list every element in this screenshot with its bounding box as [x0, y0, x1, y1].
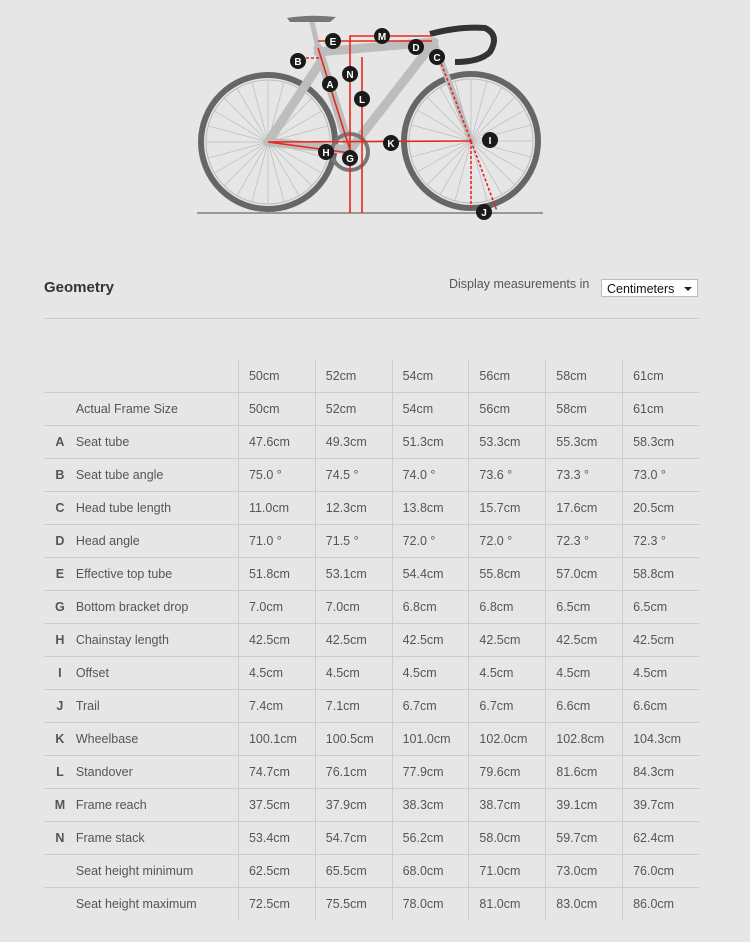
saddle [287, 16, 336, 22]
row-value: 49.3cm [315, 426, 392, 459]
table-row [44, 624, 699, 657]
badge-e [325, 33, 341, 49]
row-value: 72.0 ° [392, 525, 469, 558]
row-letter: J [44, 690, 76, 723]
row-label: Head angle [76, 525, 239, 558]
row-value: 79.6cm [469, 756, 546, 789]
row-value: 42.5cm [623, 624, 699, 657]
row-value: 6.5cm [546, 591, 623, 624]
row-value: 73.0 ° [623, 459, 699, 492]
row-value: 81.0cm [469, 888, 546, 921]
svg-text:M: M [377, 32, 387, 43]
row-letter: H [44, 624, 76, 657]
row-value: 38.3cm [392, 789, 469, 822]
row-value: 61cm [623, 393, 699, 426]
row-value: 72.3 ° [623, 525, 699, 558]
row-value: 54cm [392, 393, 469, 426]
table-header-row [44, 360, 699, 393]
row-value: 74.0 ° [392, 459, 469, 492]
geometry-table [44, 360, 699, 920]
row-value: 75.5cm [315, 888, 392, 921]
row-value: 4.5cm [623, 657, 699, 690]
row-value: 37.5cm [238, 789, 315, 822]
svg-text:J: J [481, 208, 487, 219]
row-value: 4.5cm [238, 657, 315, 690]
badge-c [429, 49, 445, 65]
row-value: 74.5 ° [315, 459, 392, 492]
svg-text:L: L [358, 95, 366, 106]
row-label: Trail [76, 690, 239, 723]
size-header: 58cm [546, 360, 623, 393]
row-value: 4.5cm [392, 657, 469, 690]
badge-k [383, 135, 399, 151]
row-value: 42.5cm [392, 624, 469, 657]
row-value: 6.8cm [469, 591, 546, 624]
badge-l [354, 91, 370, 107]
row-value: 104.3cm [623, 723, 699, 756]
row-value: 42.5cm [469, 624, 546, 657]
table-row [44, 525, 699, 558]
row-label: Standover [76, 756, 239, 789]
row-value: 76.1cm [315, 756, 392, 789]
badge-a [322, 76, 338, 92]
row-value: 51.3cm [392, 426, 469, 459]
row-value: 38.7cm [469, 789, 546, 822]
row-value: 62.4cm [623, 822, 699, 855]
row-value: 100.1cm [238, 723, 315, 756]
badge-j [476, 204, 492, 220]
row-letter: L [44, 756, 76, 789]
row-label: Wheelbase [76, 723, 239, 756]
row-label: Head tube length [76, 492, 239, 525]
row-value: 76.0cm [623, 855, 699, 888]
units-label: Display measurements in [449, 277, 590, 291]
row-value: 71.5 ° [315, 525, 392, 558]
row-value: 42.5cm [546, 624, 623, 657]
svg-text:I: I [488, 136, 492, 147]
row-value: 59.7cm [546, 822, 623, 855]
row-value: 58cm [546, 393, 623, 426]
row-letter [44, 393, 76, 426]
row-label: Seat tube angle [76, 459, 239, 492]
row-value: 4.5cm [315, 657, 392, 690]
row-letter: A [44, 426, 76, 459]
row-letter [44, 888, 76, 921]
row-value: 7.1cm [315, 690, 392, 723]
row-value: 6.6cm [546, 690, 623, 723]
svg-text:E: E [329, 37, 337, 48]
row-value: 20.5cm [623, 492, 699, 525]
table-row [44, 657, 699, 690]
row-letter: B [44, 459, 76, 492]
row-value: 6.5cm [623, 591, 699, 624]
row-value: 7.4cm [238, 690, 315, 723]
svg-text:H: H [322, 148, 330, 159]
dropdown-arrow-icon [684, 287, 692, 291]
badge-i [482, 132, 498, 148]
row-value: 102.0cm [469, 723, 546, 756]
row-value: 54.4cm [392, 558, 469, 591]
row-value: 6.7cm [469, 690, 546, 723]
row-label: Seat height minimum [76, 855, 239, 888]
table-row [44, 459, 699, 492]
badge-d [408, 39, 424, 55]
table-row [44, 393, 699, 426]
table-row [44, 822, 699, 855]
badge-m [374, 28, 390, 44]
row-label: Actual Frame Size [76, 393, 239, 426]
units-select[interactable] [601, 279, 698, 297]
row-value: 39.7cm [623, 789, 699, 822]
row-value: 68.0cm [392, 855, 469, 888]
row-label: Offset [76, 657, 239, 690]
bike-geometry-diagram [0, 0, 750, 240]
row-label: Bottom bracket drop [76, 591, 239, 624]
row-value: 72.3 ° [546, 525, 623, 558]
row-value: 39.1cm [546, 789, 623, 822]
row-value: 47.6cm [238, 426, 315, 459]
row-value: 4.5cm [469, 657, 546, 690]
row-value: 78.0cm [392, 888, 469, 921]
row-value: 81.6cm [546, 756, 623, 789]
row-value: 17.6cm [546, 492, 623, 525]
row-value: 71.0cm [469, 855, 546, 888]
row-value: 37.9cm [315, 789, 392, 822]
svg-text:C: C [433, 53, 441, 64]
row-letter: N [44, 822, 76, 855]
row-letter: K [44, 723, 76, 756]
row-label: Frame stack [76, 822, 239, 855]
badge-h [318, 144, 334, 160]
row-letter: G [44, 591, 76, 624]
row-letter: I [44, 657, 76, 690]
row-value: 52cm [315, 393, 392, 426]
row-value: 58.8cm [623, 558, 699, 591]
row-letter [44, 855, 76, 888]
size-header: 61cm [623, 360, 699, 393]
row-value: 42.5cm [315, 624, 392, 657]
row-value: 54.7cm [315, 822, 392, 855]
badge-n [342, 66, 358, 82]
row-letter: D [44, 525, 76, 558]
section-title: Geometry [44, 279, 115, 296]
row-value: 56.2cm [392, 822, 469, 855]
row-value: 65.5cm [315, 855, 392, 888]
row-value: 55.3cm [546, 426, 623, 459]
row-value: 74.7cm [238, 756, 315, 789]
row-value: 84.3cm [623, 756, 699, 789]
divider [44, 318, 699, 319]
row-value: 71.0 ° [238, 525, 315, 558]
row-value: 11.0cm [238, 492, 315, 525]
svg-text:D: D [412, 43, 420, 54]
row-label: Seat height maximum [75, 897, 197, 911]
row-letter: M [44, 789, 76, 822]
table-row [44, 558, 699, 591]
table-row [44, 690, 699, 723]
row-value: 15.7cm [469, 492, 546, 525]
row-value: 12.3cm [315, 492, 392, 525]
row-value: 102.8cm [546, 723, 623, 756]
row-letter: C [44, 492, 76, 525]
row-value: 73.0cm [546, 855, 623, 888]
size-header: 56cm [469, 360, 546, 393]
row-value: 83.0cm [546, 888, 623, 921]
svg-text:N: N [346, 70, 354, 81]
table-row [44, 888, 699, 921]
row-value: 72.5cm [238, 888, 315, 921]
svg-text:A: A [326, 80, 334, 91]
row-value: 86.0cm [623, 888, 699, 921]
row-value: 50cm [238, 393, 315, 426]
svg-text:B: B [294, 57, 302, 68]
row-value: 55.8cm [469, 558, 546, 591]
row-value: 58.3cm [623, 426, 699, 459]
row-value: 6.7cm [392, 690, 469, 723]
row-value: 77.9cm [392, 756, 469, 789]
row-value: 62.5cm [238, 855, 315, 888]
size-header: 54cm [392, 360, 469, 393]
table-row [44, 723, 699, 756]
row-label: Effective top tube [76, 558, 239, 591]
row-value: 6.8cm [392, 591, 469, 624]
row-value: 100.5cm [315, 723, 392, 756]
row-label: Seat tube [76, 426, 239, 459]
row-value: 101.0cm [392, 723, 469, 756]
row-value: 42.5cm [238, 624, 315, 657]
row-value: 51.8cm [238, 558, 315, 591]
row-value: 7.0cm [315, 591, 392, 624]
row-label: Chainstay length [76, 624, 239, 657]
row-value: 6.6cm [623, 690, 699, 723]
row-value: 56cm [469, 393, 546, 426]
badge-b [290, 53, 306, 69]
row-value: 73.3 ° [546, 459, 623, 492]
row-value: 53.3cm [469, 426, 546, 459]
table-row [44, 855, 699, 888]
row-value: 7.0cm [238, 591, 315, 624]
row-value: 13.8cm [392, 492, 469, 525]
table-row [44, 789, 699, 822]
size-header: 50cm [238, 360, 315, 393]
row-value: 53.4cm [238, 822, 315, 855]
row-value: 58.0cm [469, 822, 546, 855]
units-selected-value: Centimeters [607, 282, 675, 296]
row-letter: E [44, 558, 76, 591]
table-row [44, 426, 699, 459]
row-value: 75.0 ° [238, 459, 315, 492]
svg-text:K: K [387, 139, 395, 150]
row-label: Frame reach [76, 789, 239, 822]
size-header: 52cm [315, 360, 392, 393]
row-value: 57.0cm [546, 558, 623, 591]
row-value: 73.6 ° [469, 459, 546, 492]
table-row [44, 492, 699, 525]
badge-g [342, 150, 358, 166]
row-value: 4.5cm [546, 657, 623, 690]
row-value: 72.0 ° [469, 525, 546, 558]
svg-text:G: G [346, 154, 354, 165]
table-row [44, 591, 699, 624]
row-value: 53.1cm [315, 558, 392, 591]
table-row [44, 756, 699, 789]
